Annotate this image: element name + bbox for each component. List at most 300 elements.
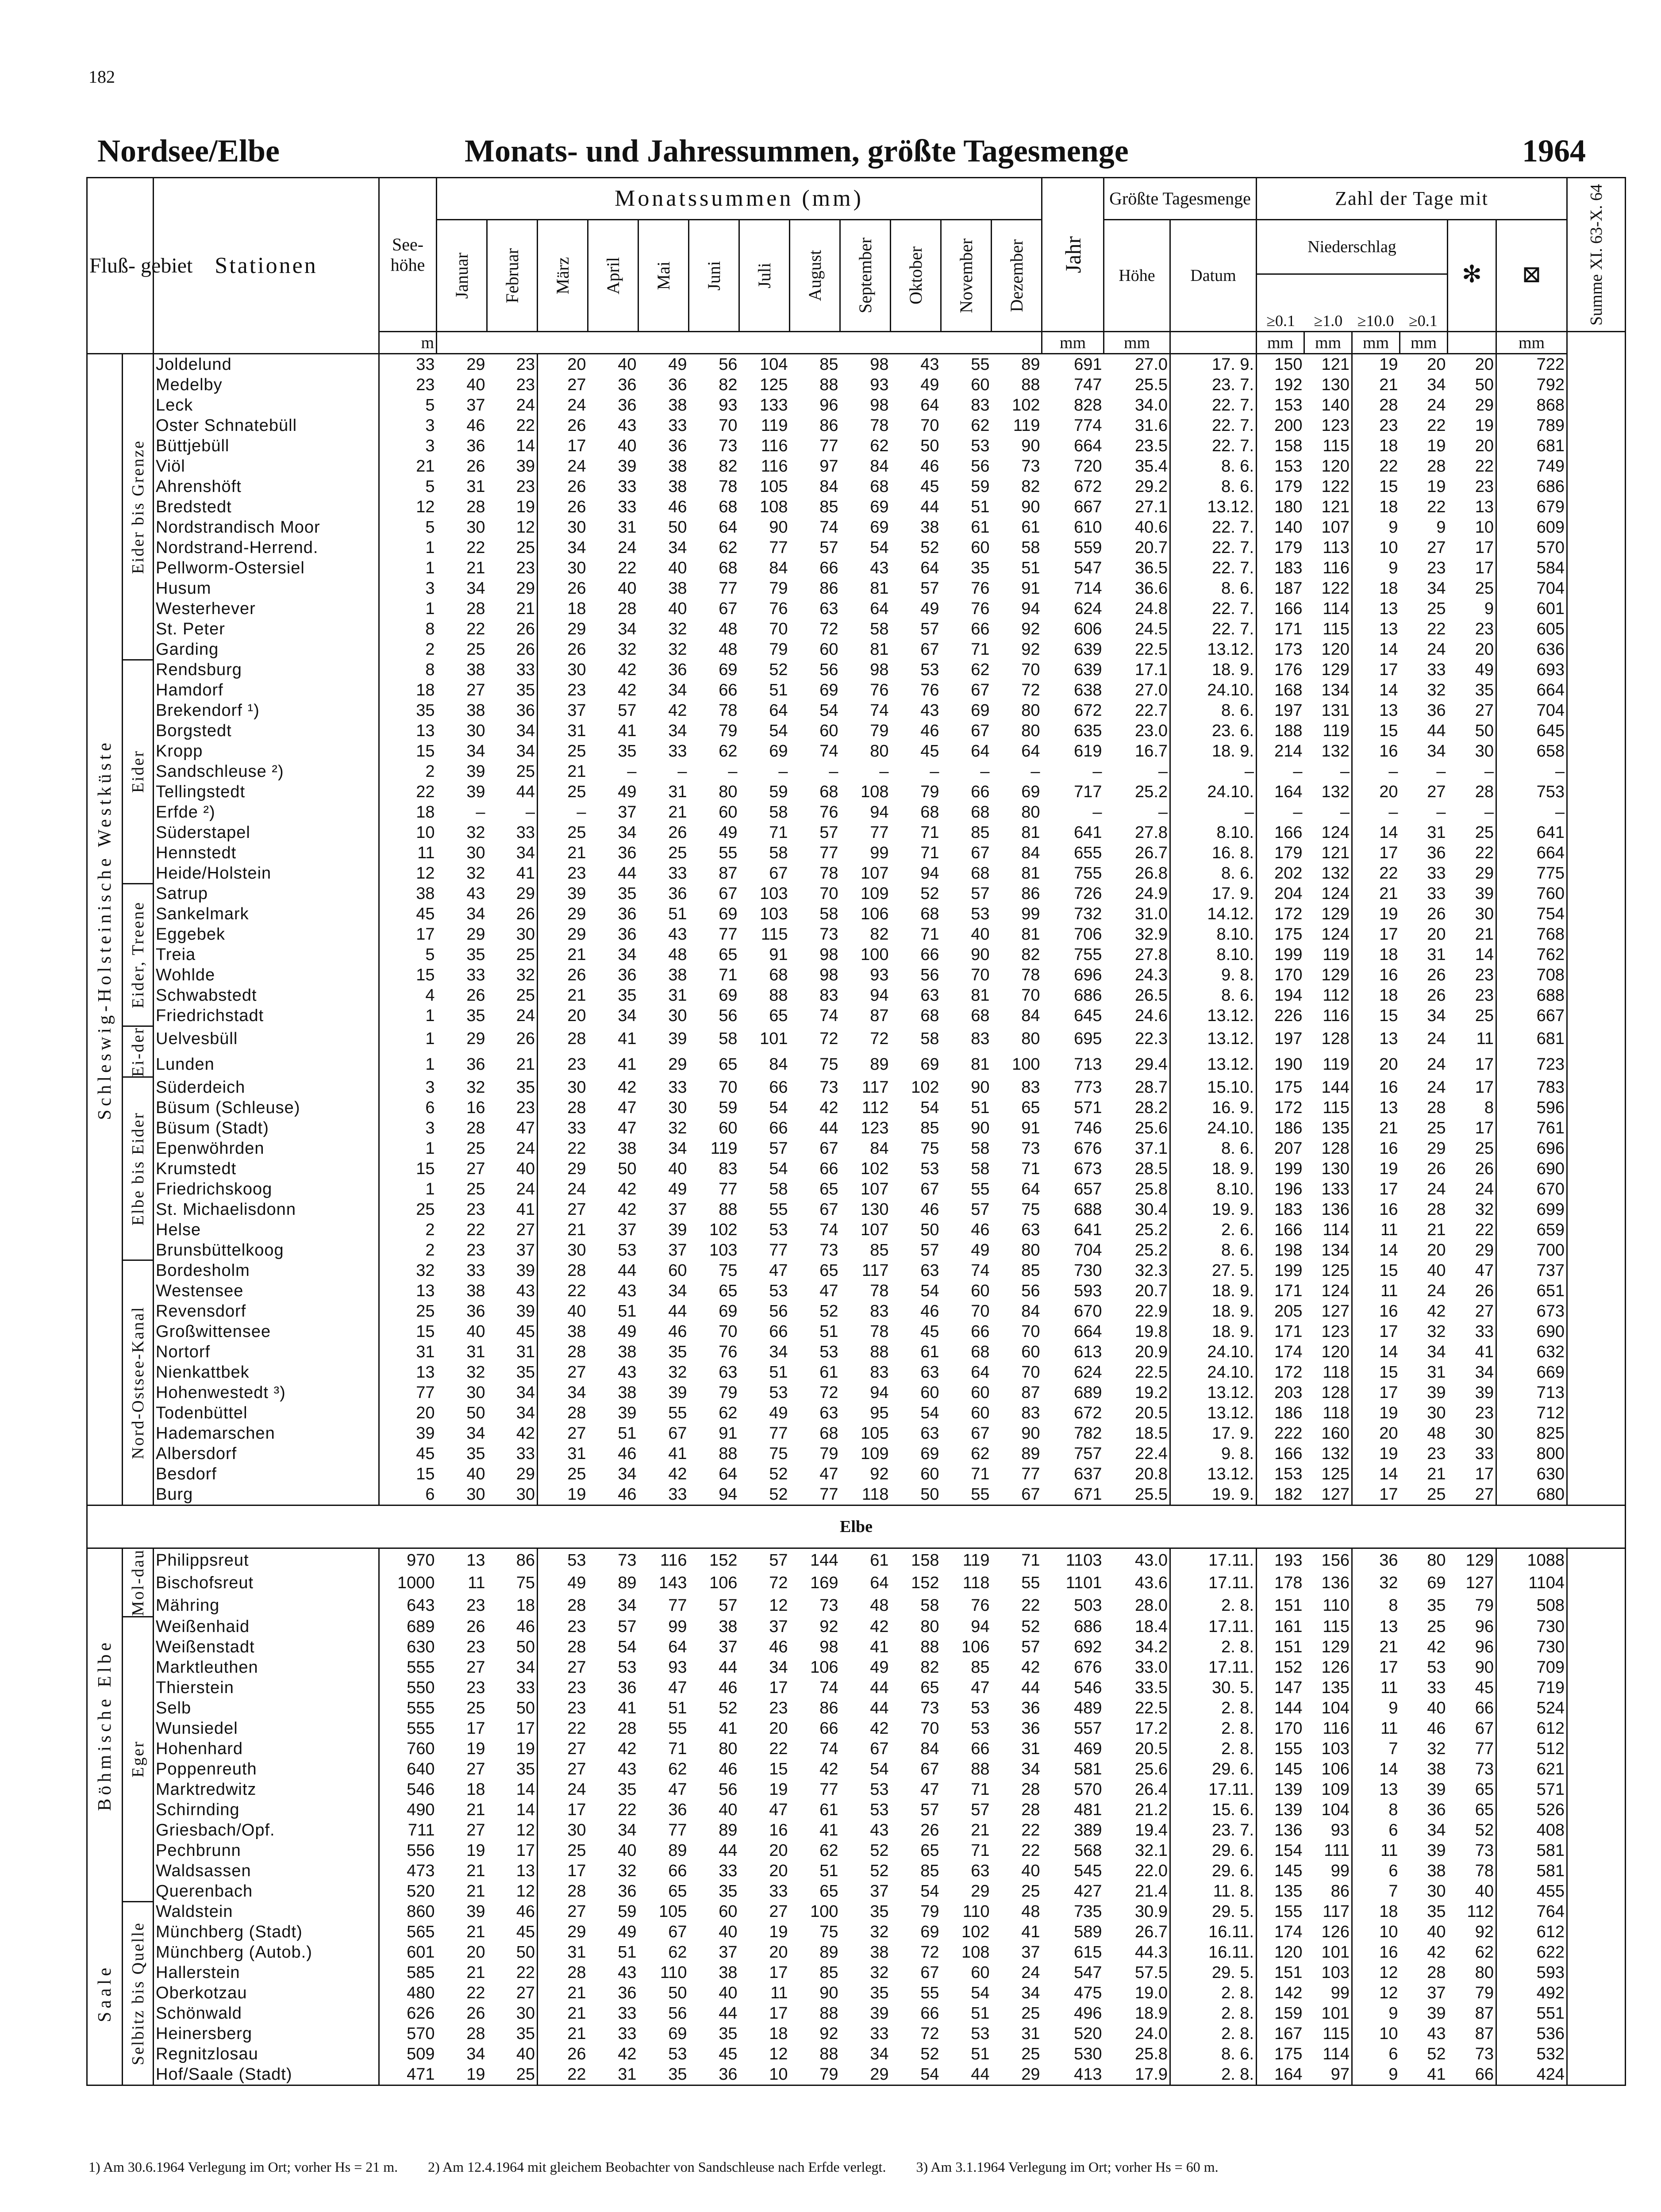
cell-value: 9. 8.: [1170, 965, 1257, 985]
cell-value: 55: [971, 1179, 990, 1198]
cell-value: 25: [416, 1302, 435, 1321]
cell-value: 40: [487, 1159, 538, 1179]
cell-value: 66: [769, 1322, 788, 1341]
cell-value: 670: [1496, 1179, 1567, 1199]
cell-value: 19.0: [1104, 1983, 1170, 2003]
cell-value: 27.0: [1104, 354, 1170, 375]
cell-value: 70: [1021, 661, 1040, 679]
cell-value: 36: [719, 2065, 738, 2084]
cell-value: 9. 8.: [1170, 1444, 1257, 1464]
cell-value: 116: [761, 437, 788, 455]
cell-value: 86: [819, 579, 838, 598]
cell-value: 65: [719, 945, 738, 964]
cell-value: 38: [466, 661, 485, 679]
cell-value: 25.2: [1104, 782, 1170, 802]
cell-value: 65: [819, 1261, 838, 1280]
cell-value: 2: [425, 1220, 435, 1239]
cell-value: 15: [769, 1760, 788, 1779]
cell-value: 89: [870, 1055, 889, 1074]
cell-value: 115: [761, 925, 788, 944]
cell-value: 630: [407, 1638, 435, 1657]
cell-value: 22: [1448, 1220, 1496, 1240]
cell-value: 36: [466, 1055, 485, 1074]
cell-value: 47: [487, 1118, 538, 1138]
cell-value: 94: [870, 1383, 889, 1402]
cell-value: 732: [1074, 905, 1102, 923]
cell-value: 124: [1304, 883, 1352, 904]
cell-value: 23: [1379, 416, 1398, 435]
cell-value: 26: [668, 823, 687, 842]
cell-value: 11: [770, 1984, 788, 2003]
cell-value: 168: [1274, 681, 1303, 699]
cell-value: 13: [1379, 1029, 1398, 1048]
cell-value: 49: [920, 376, 939, 394]
cell-value: 34.2: [1104, 1637, 1170, 1657]
cell-value: 133: [760, 396, 788, 415]
cell-value: 14: [1448, 945, 1496, 965]
cell-value: 105: [861, 1424, 889, 1443]
cell-value: 119: [1304, 945, 1352, 965]
cell-value: 53: [920, 661, 939, 679]
cell-value: 45: [719, 2045, 738, 2064]
cell-value: 60: [1021, 1342, 1040, 1361]
cell-value: 190: [1274, 1055, 1303, 1074]
station-name: Brekendorf ¹): [154, 700, 379, 721]
cell-value: 66: [971, 620, 990, 638]
cell-value: 762: [1496, 945, 1567, 965]
cell-value: 33: [1427, 864, 1446, 883]
cell-value: 34: [618, 945, 637, 964]
cell-value: 21: [487, 599, 538, 619]
cell-value: 30: [487, 924, 538, 945]
cell-value: 25: [1427, 1118, 1446, 1137]
cell-value: 28: [618, 599, 637, 618]
cell-value: 115: [1304, 2024, 1352, 2044]
cell-value: 83: [1021, 1078, 1040, 1097]
cell-value: 29: [487, 578, 538, 599]
cell-value: 30: [466, 844, 485, 862]
cell-value: 22.7: [1104, 700, 1170, 721]
cell-value: 621: [1496, 1759, 1567, 1779]
cell-value: 144: [1274, 1699, 1303, 1718]
cell-value: 66: [769, 1118, 788, 1137]
cell-value: 130: [861, 1200, 889, 1219]
cell-value: 118: [1304, 1362, 1352, 1382]
cell-value: 40: [719, 1923, 738, 1942]
cell-value: 6: [1388, 1862, 1398, 1881]
station-name: Garding: [154, 639, 379, 660]
cell-value: 67: [971, 1424, 990, 1443]
cell-value: 93: [870, 966, 889, 984]
cell-value: 106: [961, 1638, 990, 1657]
cell-value: 129: [1304, 904, 1352, 924]
cell-value: 57: [920, 1240, 939, 1260]
cell-value: 8. 6.: [1170, 456, 1257, 476]
cell-value: 64: [769, 701, 788, 720]
cell-value: 64: [668, 1638, 687, 1657]
cell-value: 1: [425, 1055, 435, 1074]
station-row: [87, 1901, 1626, 1922]
station-row: [87, 1800, 1626, 1820]
header-zahl-der-tage: Zahl der Tage mit: [1257, 178, 1567, 220]
cell-value: 557: [1074, 1719, 1102, 1738]
cell-value: 13.12.: [1170, 639, 1257, 660]
cell-value: 43: [870, 559, 889, 577]
cell-value: 28: [567, 1261, 586, 1280]
cell-value: 22. 7.: [1170, 517, 1257, 538]
cell-value: 51: [971, 2004, 990, 2023]
cell-value: 29. 6.: [1170, 1759, 1257, 1779]
cell-value: 18: [487, 1594, 538, 1617]
cell-value: 6: [1388, 1821, 1398, 1840]
station-name: Rendsburg: [154, 660, 379, 680]
cell-value: 31: [567, 722, 586, 740]
cell-value: 21: [466, 1963, 485, 1982]
cell-value: 59: [769, 783, 788, 801]
cell-value: 153: [1274, 457, 1303, 476]
cell-value: 79: [769, 579, 788, 598]
cell-value: 24: [1427, 1078, 1446, 1097]
cell-value: 93: [719, 396, 738, 415]
cell-value: 35: [466, 1006, 485, 1025]
cell-value: 774: [1074, 416, 1102, 435]
cell-value: 76: [971, 599, 990, 618]
cell-value: 59: [719, 1098, 738, 1117]
cell-value: 132: [1304, 782, 1352, 802]
cell-value: 35: [466, 1444, 485, 1463]
cell-value: 72: [920, 1943, 939, 1962]
cell-value: 825: [1496, 1423, 1567, 1444]
cell-value: 67: [769, 864, 788, 883]
cell-value: 16: [466, 1098, 485, 1117]
cell-value: 14: [1379, 1760, 1398, 1779]
cell-value: 19: [1379, 1444, 1398, 1463]
cell-value: 90: [1021, 1424, 1040, 1443]
cell-value: 8.10.: [1170, 924, 1257, 945]
cell-value: 143: [659, 1573, 687, 1592]
cell-value: 73: [819, 1596, 838, 1615]
cell-value: 179: [1274, 538, 1303, 557]
cell-value: 65: [769, 1006, 788, 1025]
cell-value: 641: [1074, 823, 1102, 842]
cell-value: 40: [719, 1801, 738, 1820]
cell-value: 27: [487, 1220, 538, 1240]
cell-value: 71: [920, 823, 939, 842]
cell-value: 44: [719, 2004, 738, 2023]
cell-value: 34: [618, 1006, 637, 1025]
cell-value: 93: [870, 376, 889, 394]
cell-value: 19: [1379, 905, 1398, 923]
cell-value: 30: [487, 1484, 538, 1505]
cell-value: 27: [1448, 1301, 1496, 1321]
cell-value: 56: [719, 355, 738, 374]
cell-value: 16: [1379, 966, 1398, 984]
cell-value: –: [1092, 762, 1102, 781]
cell-value: 21: [466, 559, 485, 577]
cell-value: 66: [971, 1740, 990, 1759]
cell-value: 39: [1427, 1383, 1446, 1402]
cell-value: 2. 6.: [1170, 1220, 1257, 1240]
cell-value: 17: [567, 1862, 586, 1881]
cell-value: 63: [920, 1363, 939, 1382]
cell-value: 41: [870, 1638, 889, 1657]
cell-value: 78: [870, 416, 889, 435]
cell-value: 112: [861, 1098, 889, 1117]
station-row: [87, 1779, 1626, 1800]
cell-value: 29: [567, 1923, 586, 1942]
cell-value: 32: [668, 1118, 687, 1137]
cell-value: 37: [487, 1240, 538, 1260]
cell-value: 67: [971, 844, 990, 862]
cell-value: 17: [567, 1801, 586, 1820]
cell-value: 57.5: [1104, 1962, 1170, 1983]
cell-value: 173: [1274, 640, 1303, 659]
cell-value: 98: [870, 355, 889, 374]
cell-value: 6: [425, 1098, 435, 1117]
cell-value: 2. 8.: [1170, 1983, 1257, 2003]
cell-value: 62: [1448, 1942, 1496, 1962]
cell-value: 91: [769, 945, 788, 964]
cell-value: 77: [668, 1821, 687, 1840]
cell-value: 196: [1274, 1179, 1303, 1198]
cell-value: 74: [819, 742, 838, 760]
cell-value: 116: [1304, 558, 1352, 578]
cell-value: 480: [407, 1984, 435, 2003]
cell-value: 25: [466, 1699, 485, 1718]
cell-value: 44.3: [1104, 1942, 1170, 1962]
cell-value: 94: [870, 986, 889, 1005]
cell-value: 98: [819, 1638, 838, 1657]
cell-value: 16: [1379, 1302, 1398, 1321]
cell-value: 22. 7.: [1170, 436, 1257, 456]
cell-value: 80: [719, 783, 738, 801]
cell-value: 66: [769, 1078, 788, 1097]
cell-value: 48: [870, 1596, 889, 1615]
cell-value: 21: [567, 2004, 586, 2023]
cell-value: 40: [487, 2044, 538, 2064]
header-month: Juni: [689, 220, 739, 332]
cell-value: –: [930, 762, 939, 781]
cell-value: 635: [1074, 722, 1102, 740]
cell-value: 13.12.: [1170, 1006, 1257, 1026]
cell-value: 20: [567, 355, 586, 374]
cell-value: 68: [769, 966, 788, 984]
cell-value: 21: [567, 844, 586, 862]
cell-value: 12: [416, 864, 435, 883]
station-row: [87, 721, 1626, 741]
cell-value: 44: [1021, 1678, 1040, 1697]
cell-value: 120: [1274, 1943, 1303, 1962]
cell-value: 34: [466, 905, 485, 923]
cell-value: 67: [719, 884, 738, 903]
cell-value: 40: [668, 1159, 687, 1178]
footnote-2: 2) Am 12.4.1964 mit gleichem Beobachter von Sandschleuse nach Erfde verlegt.: [428, 2159, 886, 2175]
cell-value: 712: [1496, 1403, 1567, 1423]
cell-value: 25: [416, 1200, 435, 1219]
cell-value: 38: [1427, 1862, 1446, 1881]
cell-value: 34: [466, 579, 485, 598]
cell-value: 34: [1021, 1760, 1040, 1779]
cell-value: 667: [1074, 498, 1102, 516]
cell-value: 44: [618, 864, 637, 883]
cell-value: 46: [769, 1638, 788, 1657]
cell-value: 28.7: [1104, 1077, 1170, 1098]
station-name: Süderdeich: [154, 1077, 379, 1098]
cell-value: 605: [1496, 619, 1567, 639]
cell-value: 18: [1379, 498, 1398, 516]
cell-value: 88: [819, 376, 838, 394]
station-row: [87, 680, 1626, 700]
station-name: Hamdorf: [154, 680, 379, 700]
cell-value: 108: [861, 783, 889, 801]
cell-value: 35: [618, 884, 637, 903]
cell-value: 509: [407, 2045, 435, 2064]
cell-value: 53: [769, 1220, 788, 1239]
station-row: [87, 1678, 1626, 1698]
cell-value: 50: [668, 518, 687, 537]
cell-value: 124: [1304, 924, 1352, 945]
cell-value: 114: [1304, 599, 1352, 619]
cell-value: 86: [819, 416, 838, 435]
cell-value: 26: [1427, 1159, 1446, 1178]
cell-value: 103: [1304, 1739, 1352, 1759]
cell-value: 48: [668, 945, 687, 964]
cell-value: 21: [466, 1882, 485, 1901]
cell-value: 99: [1304, 1983, 1352, 2003]
header-month: März: [538, 220, 588, 332]
cell-value: 57: [819, 823, 838, 842]
cell-value: 33: [618, 477, 637, 496]
cell-value: 15: [1379, 1261, 1398, 1280]
station-row: [87, 1159, 1626, 1179]
cell-value: 72: [870, 1029, 889, 1048]
table-title: Monats- und Jahressummen, größte Tagesmenge: [465, 133, 1129, 169]
cell-value: 66: [668, 1862, 687, 1881]
cell-value: 29: [1427, 1139, 1446, 1158]
cell-value: 2: [425, 762, 435, 781]
cell-value: 53: [971, 2024, 990, 2043]
cell-value: 67: [719, 599, 738, 618]
cell-value: 82: [1021, 477, 1040, 496]
cell-value: 559: [1074, 538, 1102, 557]
cell-value: 16: [1379, 1200, 1398, 1219]
cell-value: 89: [668, 1841, 687, 1860]
cell-value: 730: [1074, 1261, 1102, 1280]
cell-value: 17.11.: [1170, 1657, 1257, 1678]
cell-value: 71: [668, 1740, 687, 1759]
cell-value: 46: [1427, 1719, 1446, 1738]
cell-value: –: [487, 802, 538, 822]
cell-value: 107: [861, 864, 889, 883]
cell-value: 41: [618, 1029, 637, 1048]
cell-value: 72: [1021, 681, 1040, 699]
cell-value: 783: [1496, 1077, 1567, 1098]
cell-value: 581: [1074, 1760, 1102, 1779]
cell-value: 115: [1304, 1098, 1352, 1118]
cell-value: 89: [1021, 355, 1040, 374]
cell-value: 25: [1021, 1882, 1040, 1901]
cell-value: 38: [1427, 1760, 1446, 1779]
cell-value: 714: [1074, 579, 1102, 598]
cell-value: 704: [1496, 578, 1567, 599]
cell-value: 66: [971, 783, 990, 801]
cell-value: 38: [920, 518, 939, 537]
cell-value: 33: [769, 1882, 788, 1901]
cell-value: 58: [769, 844, 788, 862]
cell-value: 55: [769, 1200, 788, 1219]
cell-value: 80: [1021, 1240, 1040, 1260]
cell-value: 25.6: [1104, 1759, 1170, 1779]
cell-value: 60: [971, 1281, 990, 1300]
station-name: Bischofsreut: [154, 1571, 379, 1594]
cell-value: 56: [668, 2004, 687, 2023]
cell-value: 27: [466, 1658, 485, 1677]
station-name: Münchberg (Autob.): [154, 1942, 379, 1962]
station-name: Hennstedt: [154, 843, 379, 863]
cell-value: 23: [487, 476, 538, 497]
cell-value: 22: [1021, 1841, 1040, 1860]
header-summe: Summe XI. 63-X. 64: [1567, 178, 1626, 332]
cell-value: 62: [819, 1841, 838, 1860]
cell-value: 639: [1074, 640, 1102, 659]
cell-value: 41: [668, 1444, 687, 1463]
cell-value: 42: [1427, 1943, 1446, 1962]
cell-value: 38: [668, 579, 687, 598]
cell-value: 27: [567, 1740, 586, 1759]
cell-value: 166: [1274, 1220, 1303, 1239]
cell-value: 70: [719, 416, 738, 435]
cell-value: 49: [1448, 660, 1496, 680]
cell-value: 132: [1304, 1444, 1352, 1464]
cell-value: 11: [1380, 1719, 1398, 1738]
cell-value: 18: [1379, 945, 1398, 964]
cell-value: 67: [870, 1740, 889, 1759]
cell-value: 48: [1427, 1424, 1446, 1443]
cell-value: 25: [466, 1139, 485, 1158]
cell-value: 37: [719, 1638, 738, 1657]
cell-value: 33: [466, 1261, 485, 1280]
cell-value: 2. 8.: [1170, 2003, 1257, 2024]
cell-value: 119: [962, 1551, 990, 1570]
cell-value: 53: [870, 1780, 889, 1799]
cell-value: 129: [1304, 660, 1352, 680]
station-row: [87, 1881, 1626, 1901]
cell-value: 13.12.: [1170, 1026, 1257, 1052]
cell-value: 108: [760, 498, 788, 516]
cell-value: 20: [567, 1006, 586, 1025]
cell-value: 44: [971, 2065, 990, 2084]
cell-value: 27.8: [1104, 945, 1170, 965]
cell-value: 80: [1021, 803, 1040, 822]
cell-value: 118: [861, 1485, 889, 1504]
cell-value: 37: [668, 1240, 687, 1260]
cell-value: 106: [810, 1658, 838, 1677]
cell-value: 72: [819, 620, 838, 638]
cell-value: 2. 8.: [1170, 1718, 1257, 1739]
cell-value: 125: [760, 376, 788, 394]
cell-value: 23: [466, 1638, 485, 1657]
region-label: Saale: [87, 1901, 123, 2085]
station-row: [87, 985, 1626, 1006]
cell-value: 72: [819, 1383, 838, 1402]
cell-value: 179: [1274, 844, 1303, 862]
cell-value: 25: [487, 538, 538, 558]
cell-value: 26: [466, 986, 485, 1005]
cell-value: 104: [1304, 1800, 1352, 1820]
cell-value: 29: [1448, 863, 1496, 883]
cell-value: 36.6: [1104, 578, 1170, 599]
cell-value: 31: [1021, 1740, 1040, 1759]
